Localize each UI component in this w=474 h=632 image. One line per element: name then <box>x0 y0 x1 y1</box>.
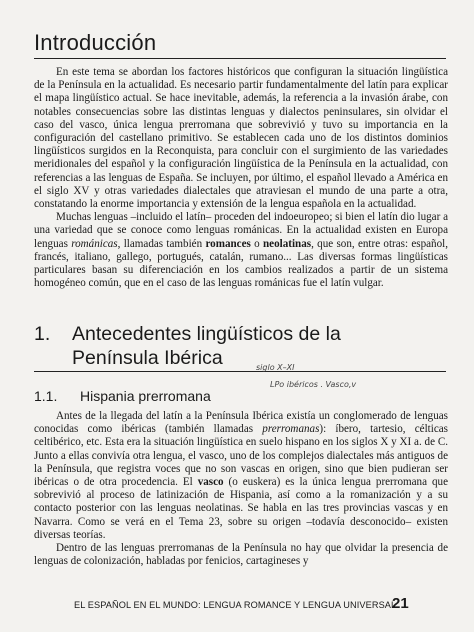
section-1-title-line1: Antecedentes lingüísticos de la <box>72 323 341 345</box>
body-p1-bold-vasco: vasco <box>197 476 224 489</box>
section-1-heading <box>34 322 341 370</box>
handwritten-note-2: LPo ibéricos . Vasco,v <box>270 380 357 389</box>
intro-p2-text-e: o <box>250 237 263 250</box>
intro-p2-bold-neolatinas: neolatinas <box>263 237 312 250</box>
section-1-1-number: 1.1. <box>34 388 58 404</box>
page-number: 21 <box>392 595 409 612</box>
intro-p2-text-c: , llamadas también <box>117 237 206 250</box>
running-footer: EL ESPAÑOL EN EL MUNDO: LENGUA ROMANCE Y LENGUA UNIVERSAL <box>74 600 397 610</box>
body-p1-text-a: Antes de la llegada del latín a la Península Ibérica existía un conglomerado de lenguas conocidas como ibéricas (también llamadas <box>34 410 448 436</box>
section-rule <box>34 371 446 372</box>
handwritten-note-1: siglo X–XI <box>256 363 295 372</box>
body-p1-italic: prerromanas <box>262 423 320 436</box>
intro-text <box>34 66 448 290</box>
intro-p2-text-g: , que son, entre otras: español, francés, italiano, gallego, portugués, catalán, rumano... Las diversas formas lingüísticas particulares basan su diferenciación en los cambios realizados a partir de un sistema homogéneo común, que en el caso de las lenguas románicas fue el latín vulgar. <box>34 237 449 290</box>
section-1-number: 1. <box>34 323 51 345</box>
page-title: Introducción <box>34 30 157 55</box>
section-1-1-title: Hispania prerromana <box>80 388 211 404</box>
body-text <box>34 410 448 568</box>
section-1-title-line2: Península Ibérica <box>72 347 223 369</box>
intro-p2-italic: románicas <box>71 237 118 250</box>
intro-p2-text-a: Muchas lenguas –incluido el latín– proceden del indoeuropeo; si bien el latín dio lugar a una variedad que se conoce como lenguas románicas. En la actualidad existen en Europa lenguas <box>34 211 448 250</box>
body-paragraph-1 <box>34 410 448 542</box>
body-p1-text-c: ): íbero, tartesio, célticas celtibérico, etc. Esta era la situación lingüística en suelo hispano en los siglos X y XI a. de C. Junto a ellas convivía otra lengua, el vasco, uno de los complejos dialectales más antiguos de la Península, que registra voces que no son vascas en origen, sino que bien pudieran ser ibéricas o de otra procedencia. El <box>34 423 448 489</box>
intro-p2-bold-romances: romances <box>205 237 251 250</box>
body-paragraph-2: Dentro de las lenguas prerromanas de la Península no hay que olvidar la presencia de lenguas de colonización, habladas por fenicios, cartagineses y <box>34 542 448 568</box>
intro-paragraph-2 <box>34 211 448 290</box>
title-rule <box>34 58 446 59</box>
section-1-1-heading <box>34 388 211 404</box>
body-p1-text-e: (o euskera) es la única lengua prerromana que sobrevivió al proceso de latinización de Hispania, así como a la romanización y a su contacto posterior con las lenguas neolatinas. Se habla en las tres provincias vascas y en Navarra. Como se verá en el Tema 23, sobre su origen –todavía desconocido– existen diversas teorías. <box>34 476 448 541</box>
intro-paragraph-1: En este tema se abordan los factores históricos que configuran la situación lingüística de la Península en la actualidad. Es necesario partir fundamentalmente del latín para explicar el mapa lingüístico actual. Se hace inevitable, además, la referencia a la invasión árabe, con notables consecuencias sobre las distintas lenguas y dialectos peninsulares, sin olvidar el caso del vasco, única lengua prerromana que sobrevivió y tuvo su importancia en la configuración del castellano primitivo. Se establecen cada uno de los distintos dominios lingüísticos surgidos en la Reconquista, para concluir con el surgimiento de las variedades meridionales del español y la configuración lingüística de la Península en la actualidad, con referencias a las lenguas de España. Se incluyen, por último, el español llevado a América en el siglo XV y otras variedades dialectales que atraviesan el mundo de una parte a otra, constatando la enorme importancia y extensión de la lengua española en la actualidad. <box>34 66 448 211</box>
